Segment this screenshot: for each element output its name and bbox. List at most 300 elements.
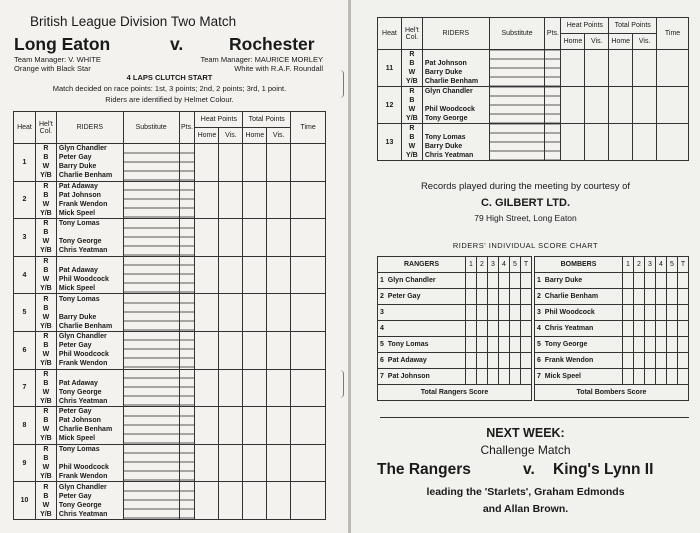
score-cell	[634, 273, 645, 289]
score-cell	[657, 50, 689, 87]
score-cell	[499, 337, 510, 353]
score-cell	[179, 181, 195, 219]
score-cell	[545, 124, 561, 161]
rider-name: Tony Lomas	[424, 134, 466, 141]
rider-names	[422, 50, 489, 87]
rider-score-name: 4	[378, 321, 466, 337]
heat-number: 2	[14, 181, 36, 219]
score-col-header: 5	[667, 257, 678, 273]
score-cell	[499, 289, 510, 305]
heat-number: 3	[14, 219, 36, 257]
col-vis: Vis.	[267, 128, 291, 144]
score-cell	[499, 353, 510, 369]
rider-name: Tony George	[58, 388, 102, 396]
score-col-header: 1	[623, 257, 634, 273]
score-cell	[267, 181, 291, 219]
score-cell	[195, 219, 219, 257]
score-cell	[219, 256, 243, 294]
helmet-code: W	[42, 351, 50, 359]
table-row	[14, 219, 326, 257]
col-helmet: Hel't Col.	[35, 112, 56, 144]
rider-score-name: 2 Charlie Benham	[535, 289, 623, 305]
score-cell	[179, 482, 195, 520]
score-cell	[634, 353, 645, 369]
helmet-code: W	[408, 106, 416, 113]
match-title: British League Division Two Match	[30, 14, 237, 29]
score-cell	[477, 337, 488, 353]
substitute-cell	[123, 331, 179, 369]
next-away-team: King's Lynn II	[553, 461, 654, 478]
binding-staple	[339, 70, 344, 98]
table-row	[14, 369, 326, 407]
substitute-cell	[123, 369, 179, 407]
substitute-cell	[123, 444, 179, 482]
score-cell	[633, 50, 657, 87]
table-row	[14, 181, 326, 219]
rider-name: Pat Adaway	[58, 267, 98, 275]
score-cell	[521, 289, 532, 305]
substitute-cell	[123, 144, 179, 182]
rider-name: Tony George	[424, 115, 468, 122]
helmet-colours	[401, 87, 422, 124]
next-week-line2: and Allan Brown.	[482, 503, 569, 515]
col-time: Time	[657, 18, 689, 50]
score-chart-title: RIDERS' INDIVIDUAL SCORE CHART	[452, 241, 599, 250]
left-programme-page	[0, 0, 349, 533]
rules-helmet: Riders are identified by Helmet Colour.	[105, 95, 234, 104]
score-cell	[623, 273, 634, 289]
heat-number: 13	[378, 124, 402, 161]
score-cell	[466, 337, 477, 353]
helmet-code: R	[409, 88, 415, 95]
substitute-cell	[123, 482, 179, 520]
rider-name: Tony George	[58, 238, 102, 246]
rider-name: Charlie Benham	[424, 78, 479, 85]
rider-names	[56, 331, 123, 369]
score-cell	[623, 353, 634, 369]
score-header-row	[535, 257, 689, 273]
rider-names	[56, 181, 123, 219]
score-cell	[656, 337, 667, 353]
score-col-header: 4	[656, 257, 667, 273]
score-cell	[291, 219, 326, 257]
score-cell	[488, 337, 499, 353]
rules-points: Match decided on race points: 1st, 3 points; 2nd, 2 points; 3rd, 1 point.	[52, 84, 287, 93]
rider-names	[56, 482, 123, 520]
score-cell	[243, 144, 267, 182]
score-cell	[634, 289, 645, 305]
rider-name: Tony Lomas	[58, 446, 100, 454]
score-cell	[623, 289, 634, 305]
rider-name: Tony George	[58, 501, 102, 509]
rider-score-name: 1 Glyn Chandler	[378, 273, 466, 289]
helmet-colours	[35, 407, 56, 445]
score-cell	[521, 353, 532, 369]
helmet-code: R	[43, 483, 49, 491]
heats-table	[13, 111, 326, 520]
score-cell	[609, 50, 633, 87]
table-row	[14, 256, 326, 294]
helmet-code: B	[43, 267, 49, 275]
next-home-team: The Rangers	[377, 461, 471, 478]
helmet-code: R	[43, 220, 49, 228]
rider-names	[56, 407, 123, 445]
score-cell	[179, 331, 195, 369]
score-col-header: 5	[510, 257, 521, 273]
score-cell	[243, 369, 267, 407]
score-cell	[585, 87, 609, 124]
score-cell	[243, 256, 267, 294]
helmet-colours	[35, 294, 56, 332]
helmet-code: R	[409, 125, 415, 132]
rider-name: Pat Johnson	[58, 417, 101, 425]
rider-score-name: 4 Chris Yeatman	[535, 321, 623, 337]
score-cell	[195, 369, 219, 407]
score-cell	[291, 256, 326, 294]
helmet-colours	[35, 219, 56, 257]
table-row	[14, 294, 326, 332]
clutch-start-note: 4 LAPS CLUTCH START	[126, 73, 213, 82]
col-heat: Heat	[378, 18, 402, 50]
score-cell	[561, 87, 585, 124]
score-cell	[195, 407, 219, 445]
versus-label: v.	[170, 34, 184, 54]
score-cell	[291, 482, 326, 520]
records-company: C. GILBERT LTD.	[480, 197, 570, 209]
score-cell	[667, 273, 678, 289]
binding-staple	[339, 370, 344, 398]
helmet-code: R	[43, 408, 49, 416]
heat-number: 9	[14, 444, 36, 482]
substitute-cell	[123, 219, 179, 257]
rider-name	[425, 50, 489, 59]
rider-name: Chris Yeatman	[58, 397, 108, 405]
score-col-header: 2	[634, 257, 645, 273]
team-label: RANGERS	[378, 257, 466, 273]
rider-score-name: 3 Phil Woodcock	[535, 305, 623, 321]
col-pts: Pts.	[545, 18, 561, 50]
col-pts: Pts.	[179, 112, 195, 144]
score-cell	[633, 87, 657, 124]
score-cell	[291, 444, 326, 482]
score-cell	[656, 305, 667, 321]
helmet-code: Y/B	[406, 152, 418, 159]
table-row	[378, 321, 532, 337]
score-cell	[510, 337, 521, 353]
helmet-code: Y/B	[40, 360, 52, 368]
rider-score-name: 7 Mick Speel	[535, 369, 623, 385]
score-cell	[291, 144, 326, 182]
rider-name	[59, 228, 123, 237]
col-heat-points: Heat Points	[561, 18, 609, 34]
rider-name: Chris Yeatman	[58, 510, 108, 518]
col-vis: Vis.	[585, 34, 609, 50]
team-label: BOMBERS	[535, 257, 623, 273]
col-riders: RIDERS	[422, 18, 489, 50]
score-cell	[179, 256, 195, 294]
substitute-cell	[123, 181, 179, 219]
substitute-cell	[489, 87, 545, 124]
substitute-cell	[123, 256, 179, 294]
helmet-code: B	[43, 154, 49, 162]
heat-number: 1	[14, 144, 36, 182]
helmet-colours	[35, 181, 56, 219]
score-cell	[477, 353, 488, 369]
helmet-code: R	[43, 370, 49, 378]
table-row	[14, 482, 326, 520]
helmet-code: Y/B	[40, 172, 52, 180]
rider-name	[59, 454, 123, 463]
score-cell	[291, 331, 326, 369]
score-cell	[521, 321, 532, 337]
score-cell	[645, 273, 656, 289]
rider-name: Frank Wendon	[58, 360, 108, 368]
home-manager: Team Manager: V. WHITE	[14, 55, 101, 64]
score-cell	[634, 369, 645, 385]
heat-number: 11	[378, 50, 402, 87]
table-row	[535, 337, 689, 353]
helmet-code: B	[409, 60, 415, 67]
rider-name: Mick Speel	[58, 435, 96, 443]
helmet-code: B	[43, 492, 49, 500]
score-cell	[466, 289, 477, 305]
rider-name: Peter Gay	[58, 154, 92, 162]
score-cell	[678, 289, 689, 305]
helmet-colours	[401, 124, 422, 161]
score-cell	[267, 407, 291, 445]
helmet-code: B	[43, 304, 49, 312]
score-cell	[243, 294, 267, 332]
score-cell	[623, 337, 634, 353]
score-cell	[466, 305, 477, 321]
helmet-code: W	[42, 200, 50, 208]
helmet-code: Y/B	[406, 115, 418, 122]
helmet-code: B	[43, 342, 49, 350]
rider-name: Charlie Benham	[58, 172, 113, 180]
rider-name: Barry Duke	[424, 143, 463, 150]
total-row	[378, 385, 532, 401]
team-total-label: Total Rangers Score	[378, 385, 532, 401]
score-cell	[195, 144, 219, 182]
table-row	[378, 369, 532, 385]
helmet-code: Y/B	[40, 247, 52, 255]
rider-name: Glyn Chandler	[58, 145, 107, 153]
score-cell	[561, 124, 585, 161]
helmet-code: B	[409, 97, 415, 104]
score-cell	[656, 369, 667, 385]
heat-number: 4	[14, 256, 36, 294]
helmet-code: B	[409, 134, 415, 141]
rider-names	[56, 369, 123, 407]
helmet-code: R	[43, 295, 49, 303]
helmet-code: Y/B	[40, 473, 52, 481]
rider-name: Charlie Benham	[58, 322, 113, 330]
col-time: Time	[291, 112, 326, 144]
rider-names	[422, 87, 489, 124]
score-col-header: T	[521, 257, 532, 273]
score-cell	[609, 124, 633, 161]
rider-name: Mick Speel	[58, 285, 96, 293]
rider-names	[56, 144, 123, 182]
substitute-cell	[123, 294, 179, 332]
rider-name: Barry Duke	[58, 163, 97, 171]
score-cell	[678, 273, 689, 289]
helmet-code: W	[42, 163, 50, 171]
rider-name: Pat Adaway	[58, 379, 98, 387]
rider-names	[56, 256, 123, 294]
helmet-code: B	[43, 455, 49, 463]
rider-name: Barry Duke	[424, 69, 463, 76]
helmet-code: Y/B	[40, 285, 52, 293]
heat-number: 8	[14, 407, 36, 445]
score-cell	[291, 407, 326, 445]
score-cell	[179, 444, 195, 482]
score-cell	[488, 273, 499, 289]
score-cell	[195, 331, 219, 369]
helmet-code: Y/B	[40, 510, 52, 518]
helmet-colours	[35, 256, 56, 294]
helmet-colours	[35, 369, 56, 407]
rider-names	[56, 294, 123, 332]
score-cell	[656, 273, 667, 289]
score-cell	[219, 144, 243, 182]
rider-name: Charlie Benham	[58, 426, 113, 434]
score-cell	[645, 289, 656, 305]
rider-score-name: 3	[378, 305, 466, 321]
score-cell	[291, 294, 326, 332]
rider-name: Phil Woodcock	[58, 351, 109, 359]
helmet-code: W	[42, 388, 50, 396]
score-cell	[466, 353, 477, 369]
score-cell	[477, 289, 488, 305]
score-cell	[499, 305, 510, 321]
rider-score-name: 6 Pat Adaway	[378, 353, 466, 369]
score-cell	[656, 321, 667, 337]
helmet-code: R	[43, 145, 49, 153]
score-col-header: 1	[466, 257, 477, 273]
score-col-header: T	[678, 257, 689, 273]
helmet-colours	[35, 331, 56, 369]
table-row	[535, 353, 689, 369]
score-cell	[645, 369, 656, 385]
col-total-points: Total Points	[243, 112, 291, 128]
score-cell	[267, 369, 291, 407]
heats-table-continued	[377, 17, 689, 161]
score-cell	[510, 305, 521, 321]
score-col-header: 3	[488, 257, 499, 273]
home-team: Long Eaton	[14, 34, 111, 54]
rider-name: Peter Gay	[58, 492, 92, 500]
table-row	[14, 407, 326, 445]
col-vis: Vis.	[219, 128, 243, 144]
score-cell	[477, 273, 488, 289]
col-heat: Heat	[14, 112, 36, 144]
rider-name: Peter Gay	[58, 408, 92, 416]
score-cell	[609, 87, 633, 124]
heat-number: 7	[14, 369, 36, 407]
score-cell	[634, 337, 645, 353]
score-cell	[267, 144, 291, 182]
helmet-code: R	[409, 51, 415, 58]
table-row	[14, 331, 326, 369]
away-manager: Team Manager: MAURICE MORLEY	[200, 55, 323, 64]
score-cell	[291, 369, 326, 407]
table-row	[378, 50, 689, 87]
total-row	[535, 385, 689, 401]
col-substitute: Substitute	[489, 18, 545, 50]
table-row	[378, 124, 689, 161]
helmet-code: W	[42, 238, 50, 246]
col-substitute: Substitute	[123, 112, 179, 144]
score-cell	[267, 294, 291, 332]
helmet-code: R	[43, 182, 49, 190]
away-colours: White with R.A.F. Roundall	[234, 64, 323, 73]
score-cell	[243, 407, 267, 445]
score-cell	[678, 321, 689, 337]
table-row	[535, 369, 689, 385]
helmet-colours	[35, 144, 56, 182]
helmet-code: Y/B	[40, 397, 52, 405]
bombers-score-table	[534, 256, 689, 401]
col-total-points: Total Points	[609, 18, 657, 34]
score-cell	[179, 219, 195, 257]
divider-rule	[380, 417, 689, 418]
score-cell	[634, 305, 645, 321]
rider-names	[56, 219, 123, 257]
score-cell	[521, 273, 532, 289]
score-cell	[219, 294, 243, 332]
helmet-code: R	[43, 446, 49, 454]
rider-score-name: 7 Pat Johnson	[378, 369, 466, 385]
score-cell	[477, 369, 488, 385]
score-cell	[667, 289, 678, 305]
helmet-code: W	[408, 143, 416, 150]
score-cell	[623, 369, 634, 385]
score-cell	[510, 369, 521, 385]
score-cell	[267, 482, 291, 520]
score-cell	[645, 353, 656, 369]
score-cell	[656, 353, 667, 369]
score-cell	[477, 305, 488, 321]
table-row	[14, 444, 326, 482]
score-cell	[678, 305, 689, 321]
score-cell	[466, 273, 477, 289]
score-cell	[585, 124, 609, 161]
rider-name: Phil Woodcock	[424, 106, 475, 113]
score-cell	[678, 369, 689, 385]
rider-score-name: 2 Peter Gay	[378, 289, 466, 305]
rider-name: Pat Johnson	[58, 191, 101, 199]
rider-name: Chris Yeatman	[424, 152, 474, 159]
score-cell	[219, 181, 243, 219]
score-cell	[219, 444, 243, 482]
table-row	[535, 321, 689, 337]
rider-name	[59, 304, 123, 313]
score-col-header: 2	[477, 257, 488, 273]
table-row	[378, 353, 532, 369]
score-cell	[678, 337, 689, 353]
score-cell	[195, 181, 219, 219]
rangers-score-table	[377, 256, 532, 401]
heat-number: 5	[14, 294, 36, 332]
score-cell	[645, 337, 656, 353]
helmet-code: W	[42, 426, 50, 434]
rider-name: Tony Lomas	[58, 295, 100, 303]
helmet-code: B	[43, 379, 49, 387]
col-home: Home	[609, 34, 633, 50]
rider-score-name: 5 Tony George	[535, 337, 623, 353]
score-cell	[521, 337, 532, 353]
